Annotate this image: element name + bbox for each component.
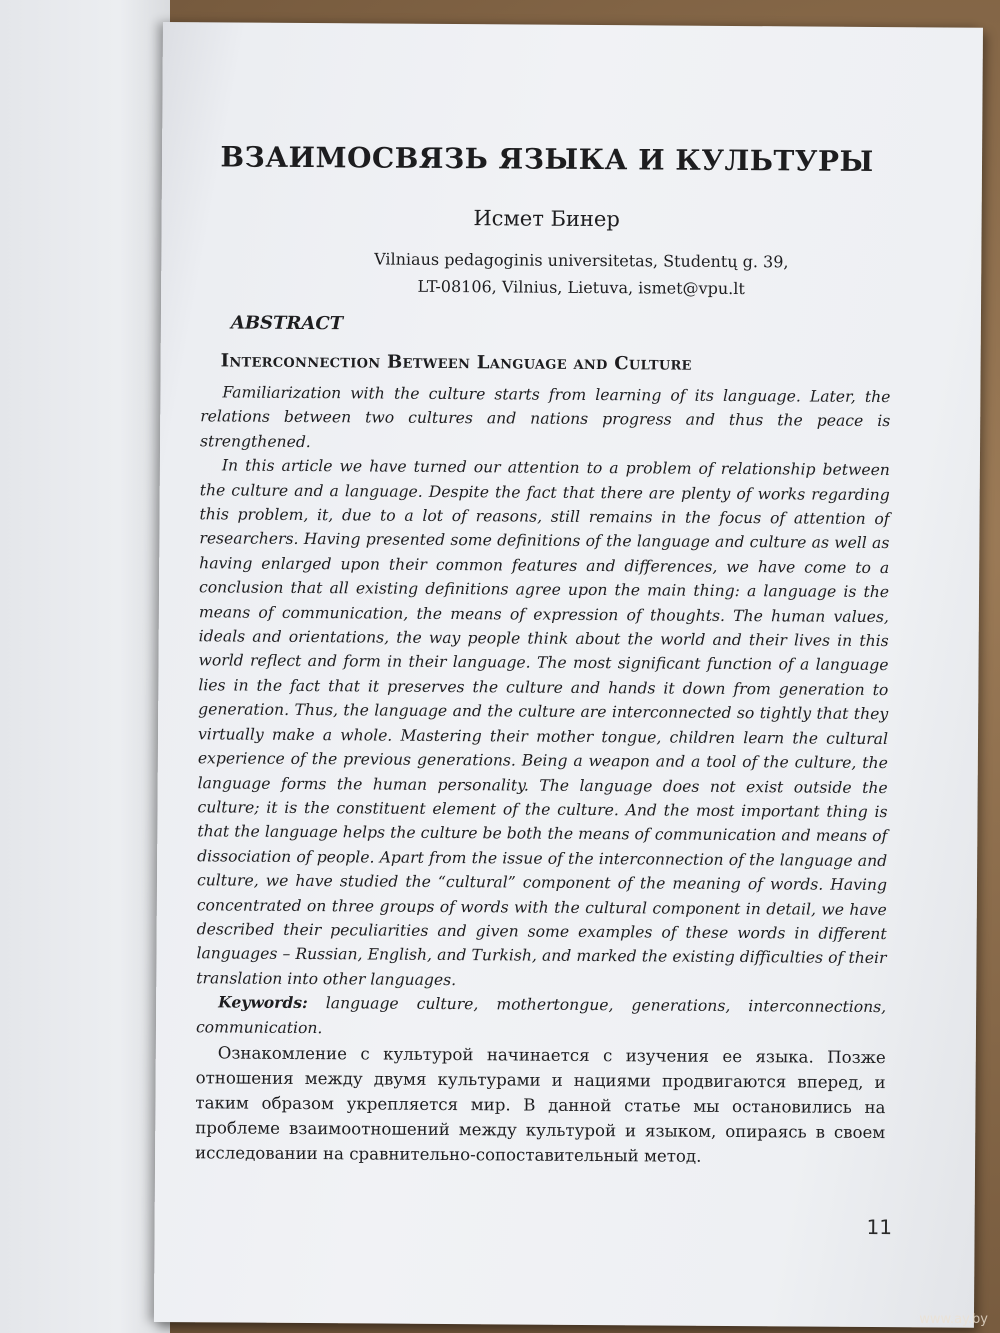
keywords-text: language culture, mothertongue, generations, interconnections, communication.: [195, 994, 887, 1037]
page-number: 11: [866, 1214, 893, 1240]
affiliation-line-1: Vilniaus pedagoginis universitetas, Studentų g. 39,: [374, 249, 789, 272]
book-page: [154, 22, 983, 1328]
keywords-paragraph: [196, 990, 886, 1044]
russian-paragraph: Ознакомление с культурой начинается с изучения ее языка. Позже отношения между двумя культурами и нациями продвигаются вперед, и таким образом укрепляется мир. В данной статье мы остановились на проблеме взаимоотношений между культурой и языком, опираясь в своем исследовании на сравнительно-сопоставительный метод.: [195, 1043, 886, 1166]
abstract-paragraph-2: In this article we have turned our attention to a problem of relationship between the culture and a language. Despite the fact that there are plenty of works regarding this problem, it, due to a lot of reasons, still remains in the focus of attention of researchers. Having presented some definitions of the language and culture as well as having enlarged upon their common features and differences, we have come to a conclusion that all existing definitions agree upon the main thing: a language is the means of communication, the means of expression of thoughts. The human values, ideals and orientations, the way people think about the world and their lives in this world reflect and form in their language. The most significant function of a language lies in the fact that it preserves the culture and hands it down from generation to generation. Thus, the language and the culture are interconnected so tightly that they virtually make a whole. Mastering their mother tongue, children learn the cultural experience of the previous generations. Being a weapon and a tool of the culture, the language forms the human personality. The language does not exist outside the culture; it is the constituent element of the culture. And the most important thing is that the language helps the culture be both the means of communication and means of dissociation of people. Apart from the issue of the interconnection of the language and culture, we have studied the “cultural” component of the meaning of words. Having concentrated on three groups of words with the cultural component in detail, we have described their peculiarities and given some examples of these words in different languages – Russian, English, and Turkish, and marked the existing difficulties of their translation into other languages.: [196, 456, 890, 989]
abstract-title: Interconnection Between Language and Culture: [220, 350, 692, 375]
keywords-label: Keywords:: [218, 992, 308, 1013]
author-affiliation: [331, 245, 831, 302]
abstract-paragraph-1: Familiarization with the culture starts from learning of its language. Later, the relations between two cultures and nations progress and thus the peace is strengthened.: [200, 383, 891, 451]
abstract-heading: ABSTRACT: [230, 312, 344, 335]
left-page-edge: [0, 0, 170, 1333]
author-name: Исмет Бинер: [473, 206, 620, 232]
russian-body: [195, 1040, 886, 1170]
site-watermark: www.ay.by: [919, 1312, 988, 1327]
abstract-body: [196, 380, 891, 1044]
article-title: ВЗАИМОСВЯЗЬ ЯЗЫКА И КУЛЬТУРЫ: [220, 140, 874, 178]
affiliation-line-2: LT-08106, Vilnius, Lietuva, ismet@vpu.lt: [417, 276, 745, 299]
